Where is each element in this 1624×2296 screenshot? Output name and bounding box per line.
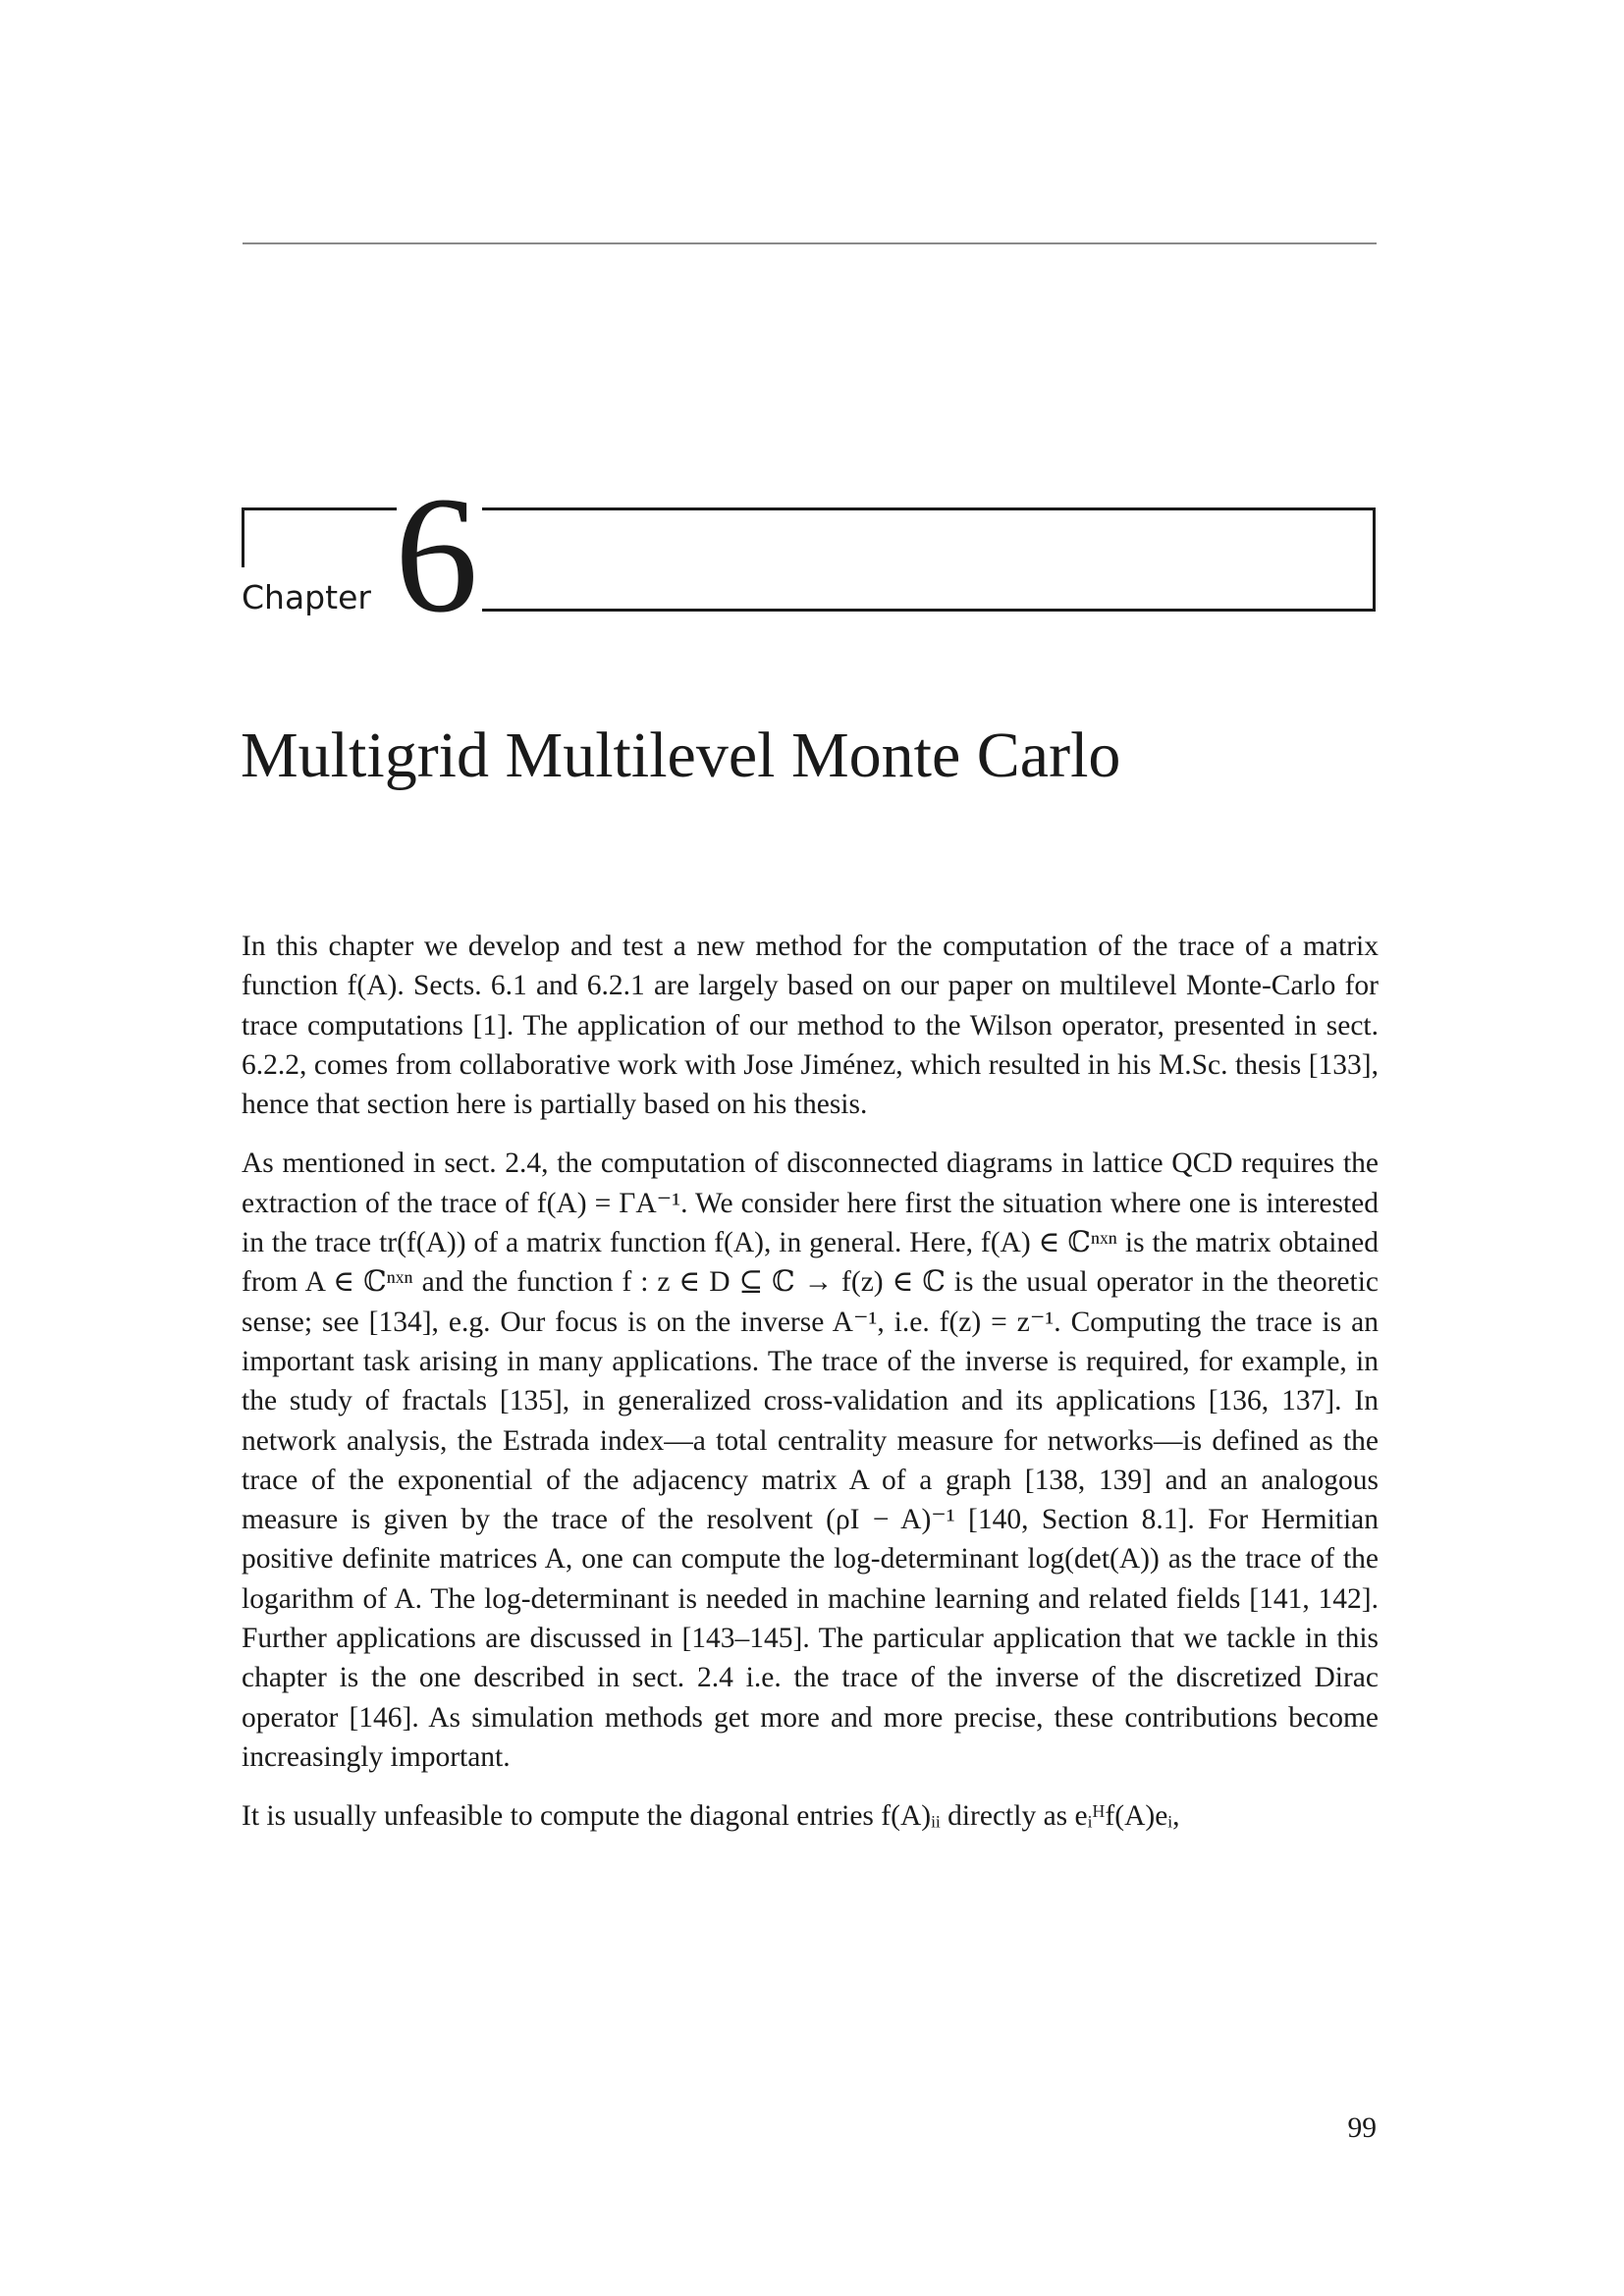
chapter-box-rule <box>482 507 1376 612</box>
paragraph-1: In this chapter we develop and test a new method for the computation of the trace of a matrix function f(A). Sects. 6.1 and 6.2.1 are largely based on our paper on multilevel Monte-Carlo for trace computations [1]. The application of our method to the Wilson operator, presented in sect. 6.2.2, comes from collaborative work with Jose Jiménez, which resulted in his M.Sc. thesis [133], hence that section here is partially based on his thesis. <box>242 931 1379 1121</box>
chapter-number: 6 <box>395 462 478 647</box>
header-rule <box>243 242 1377 244</box>
chapter-corner-rule <box>242 507 397 567</box>
paragraph-3: It is usually unfeasible to compute the diagonal entries f(A)ᵢᵢ directly as eᵢᴴf(A)eᵢ, <box>242 1800 1180 1833</box>
chapter-title: Multigrid Multilevel Monte Carlo <box>241 720 1121 791</box>
paragraph-2: As mentioned in sect. 2.4, the computation of disconnected diagrams in lattice QCD requires the extraction of the trace of f(A) = ΓA⁻¹. We consider here first the situation where one is interested in the trace tr(f(A)) of a matrix function f(A), in general. Here, f(A) ∈ ℂⁿˣⁿ is the matrix obtained from A ∈ ℂⁿˣⁿ and the function f : z ∈ D ⊆ ℂ → f(z) ∈ ℂ is the usual operator in the theoretic sense; see [134], e.g. Our focus is on the inverse A⁻¹, i.e. f(z) = z⁻¹. Computing the trace is an important task arising in many applications. The trace of the inverse is required, for example, in the study of fractals [135], in generalized cross-validation and its applications [136, 137]. In network analysis, the Estrada index—a total centrality measure for networks—is defined as the trace of the exponential of the adjacency matrix A of a graph [138, 139] and an analogous measure is given by the trace of the resolvent (ρI − A)⁻¹ [140, Section 8.1]. For Hermitian positive definite matrices A, one can compute the log-determinant log(det(A)) as the trace of the logarithm of A. The log-determinant is needed in machine learning and related fields [141, 142]. Further applications are discussed in [143–145]. The particular application that we tackle in this chapter is the one described in sect. 2.4 i.e. the trace of the inverse of the discretized Dirac operator [146]. As simulation methods get more and more precise, these contributions become increasingly important. <box>242 1148 1379 1773</box>
chapter-label: Chapter <box>242 578 371 616</box>
chapter-heading <box>242 462 1379 647</box>
page-number: 99 <box>1347 2112 1377 2144</box>
body-text <box>242 927 1379 1856</box>
